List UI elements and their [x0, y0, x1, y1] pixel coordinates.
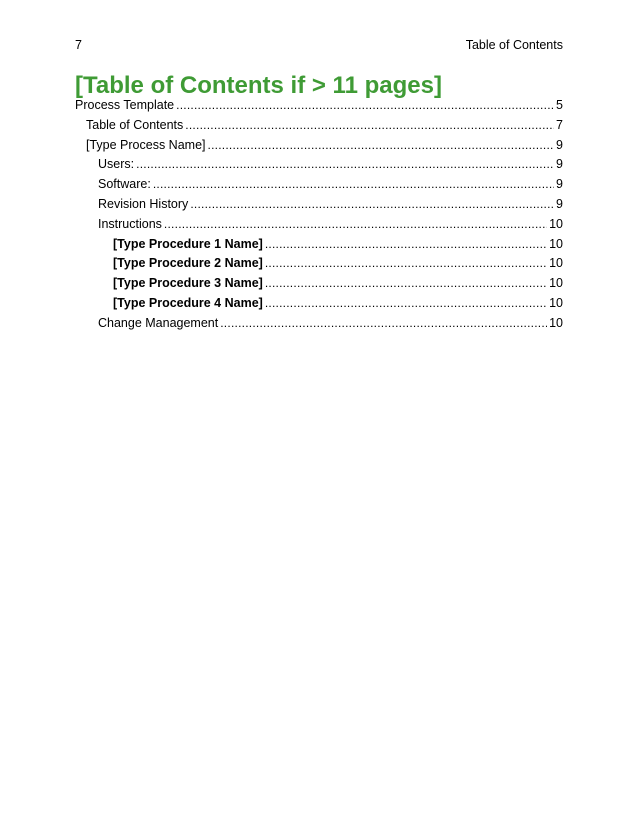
toc-entry-page: 10 [549, 216, 563, 231]
toc-entry-label: Revision History [98, 196, 189, 211]
toc-entry-revision-history[interactable] [75, 195, 563, 215]
toc-entry-page: 9 [556, 177, 563, 192]
toc-dot-leader [176, 96, 554, 116]
toc-dot-leader [265, 235, 547, 255]
page-header [75, 37, 563, 53]
toc-entry-users[interactable] [75, 155, 563, 175]
toc-entry-table-of-contents[interactable] [75, 116, 563, 136]
toc-entry-page: 9 [556, 196, 563, 211]
toc-entry-label: Instructions [98, 216, 162, 231]
table-of-contents [75, 96, 563, 334]
toc-entry-page: 7 [556, 117, 563, 132]
toc-entry-procedure-1[interactable] [75, 235, 563, 255]
toc-entry-instructions[interactable] [75, 215, 563, 235]
toc-dot-leader [208, 136, 555, 156]
toc-entry-page: 10 [549, 295, 563, 310]
toc-entry-page: 9 [556, 137, 563, 152]
toc-entry-process-template[interactable] [75, 96, 563, 116]
toc-entry-label: Table of Contents [86, 117, 184, 132]
toc-entry-page: 10 [549, 276, 563, 291]
toc-entry-label: [Type Procedure 3 Name] [113, 276, 263, 291]
toc-entry-label: Process Template [75, 98, 175, 112]
header-page-number: 7 [75, 38, 82, 52]
toc-entry-label: Change Management [98, 315, 219, 330]
toc-entry-procedure-3[interactable] [75, 274, 563, 294]
toc-entry-label: [Type Procedure 4 Name] [113, 295, 263, 310]
toc-dot-leader [220, 314, 547, 334]
toc-entry-page: 10 [549, 236, 563, 251]
toc-entry-software[interactable] [75, 175, 563, 195]
header-section-title: Table of Contents [465, 38, 563, 52]
toc-entry-procedure-2[interactable] [75, 254, 563, 274]
toc-heading: [Table of Contents if > 11 pages] [75, 72, 442, 99]
toc-entry-page: 9 [556, 157, 563, 172]
toc-entry-process-name[interactable] [75, 136, 563, 156]
toc-dot-leader [164, 215, 547, 235]
toc-entry-page: 10 [549, 315, 563, 330]
toc-dot-leader [265, 274, 547, 294]
toc-dot-leader [136, 155, 554, 175]
toc-dot-leader [153, 175, 554, 195]
toc-entry-label: Users: [98, 157, 135, 172]
toc-entry-change-management[interactable] [75, 314, 563, 334]
toc-entry-procedure-4[interactable] [75, 294, 563, 314]
toc-entry-page: 10 [549, 256, 563, 271]
toc-entry-label: [Type Procedure 1 Name] [113, 236, 263, 251]
toc-entry-label: [Type Procedure 2 Name] [113, 256, 263, 271]
toc-entry-page: 5 [556, 98, 563, 112]
toc-dot-leader [185, 116, 554, 136]
toc-dot-leader [265, 294, 547, 314]
toc-entry-label: [Type Process Name] [86, 137, 206, 152]
toc-dot-leader [190, 195, 554, 215]
toc-entry-label: Software: [98, 177, 151, 192]
toc-dot-leader [265, 254, 547, 274]
